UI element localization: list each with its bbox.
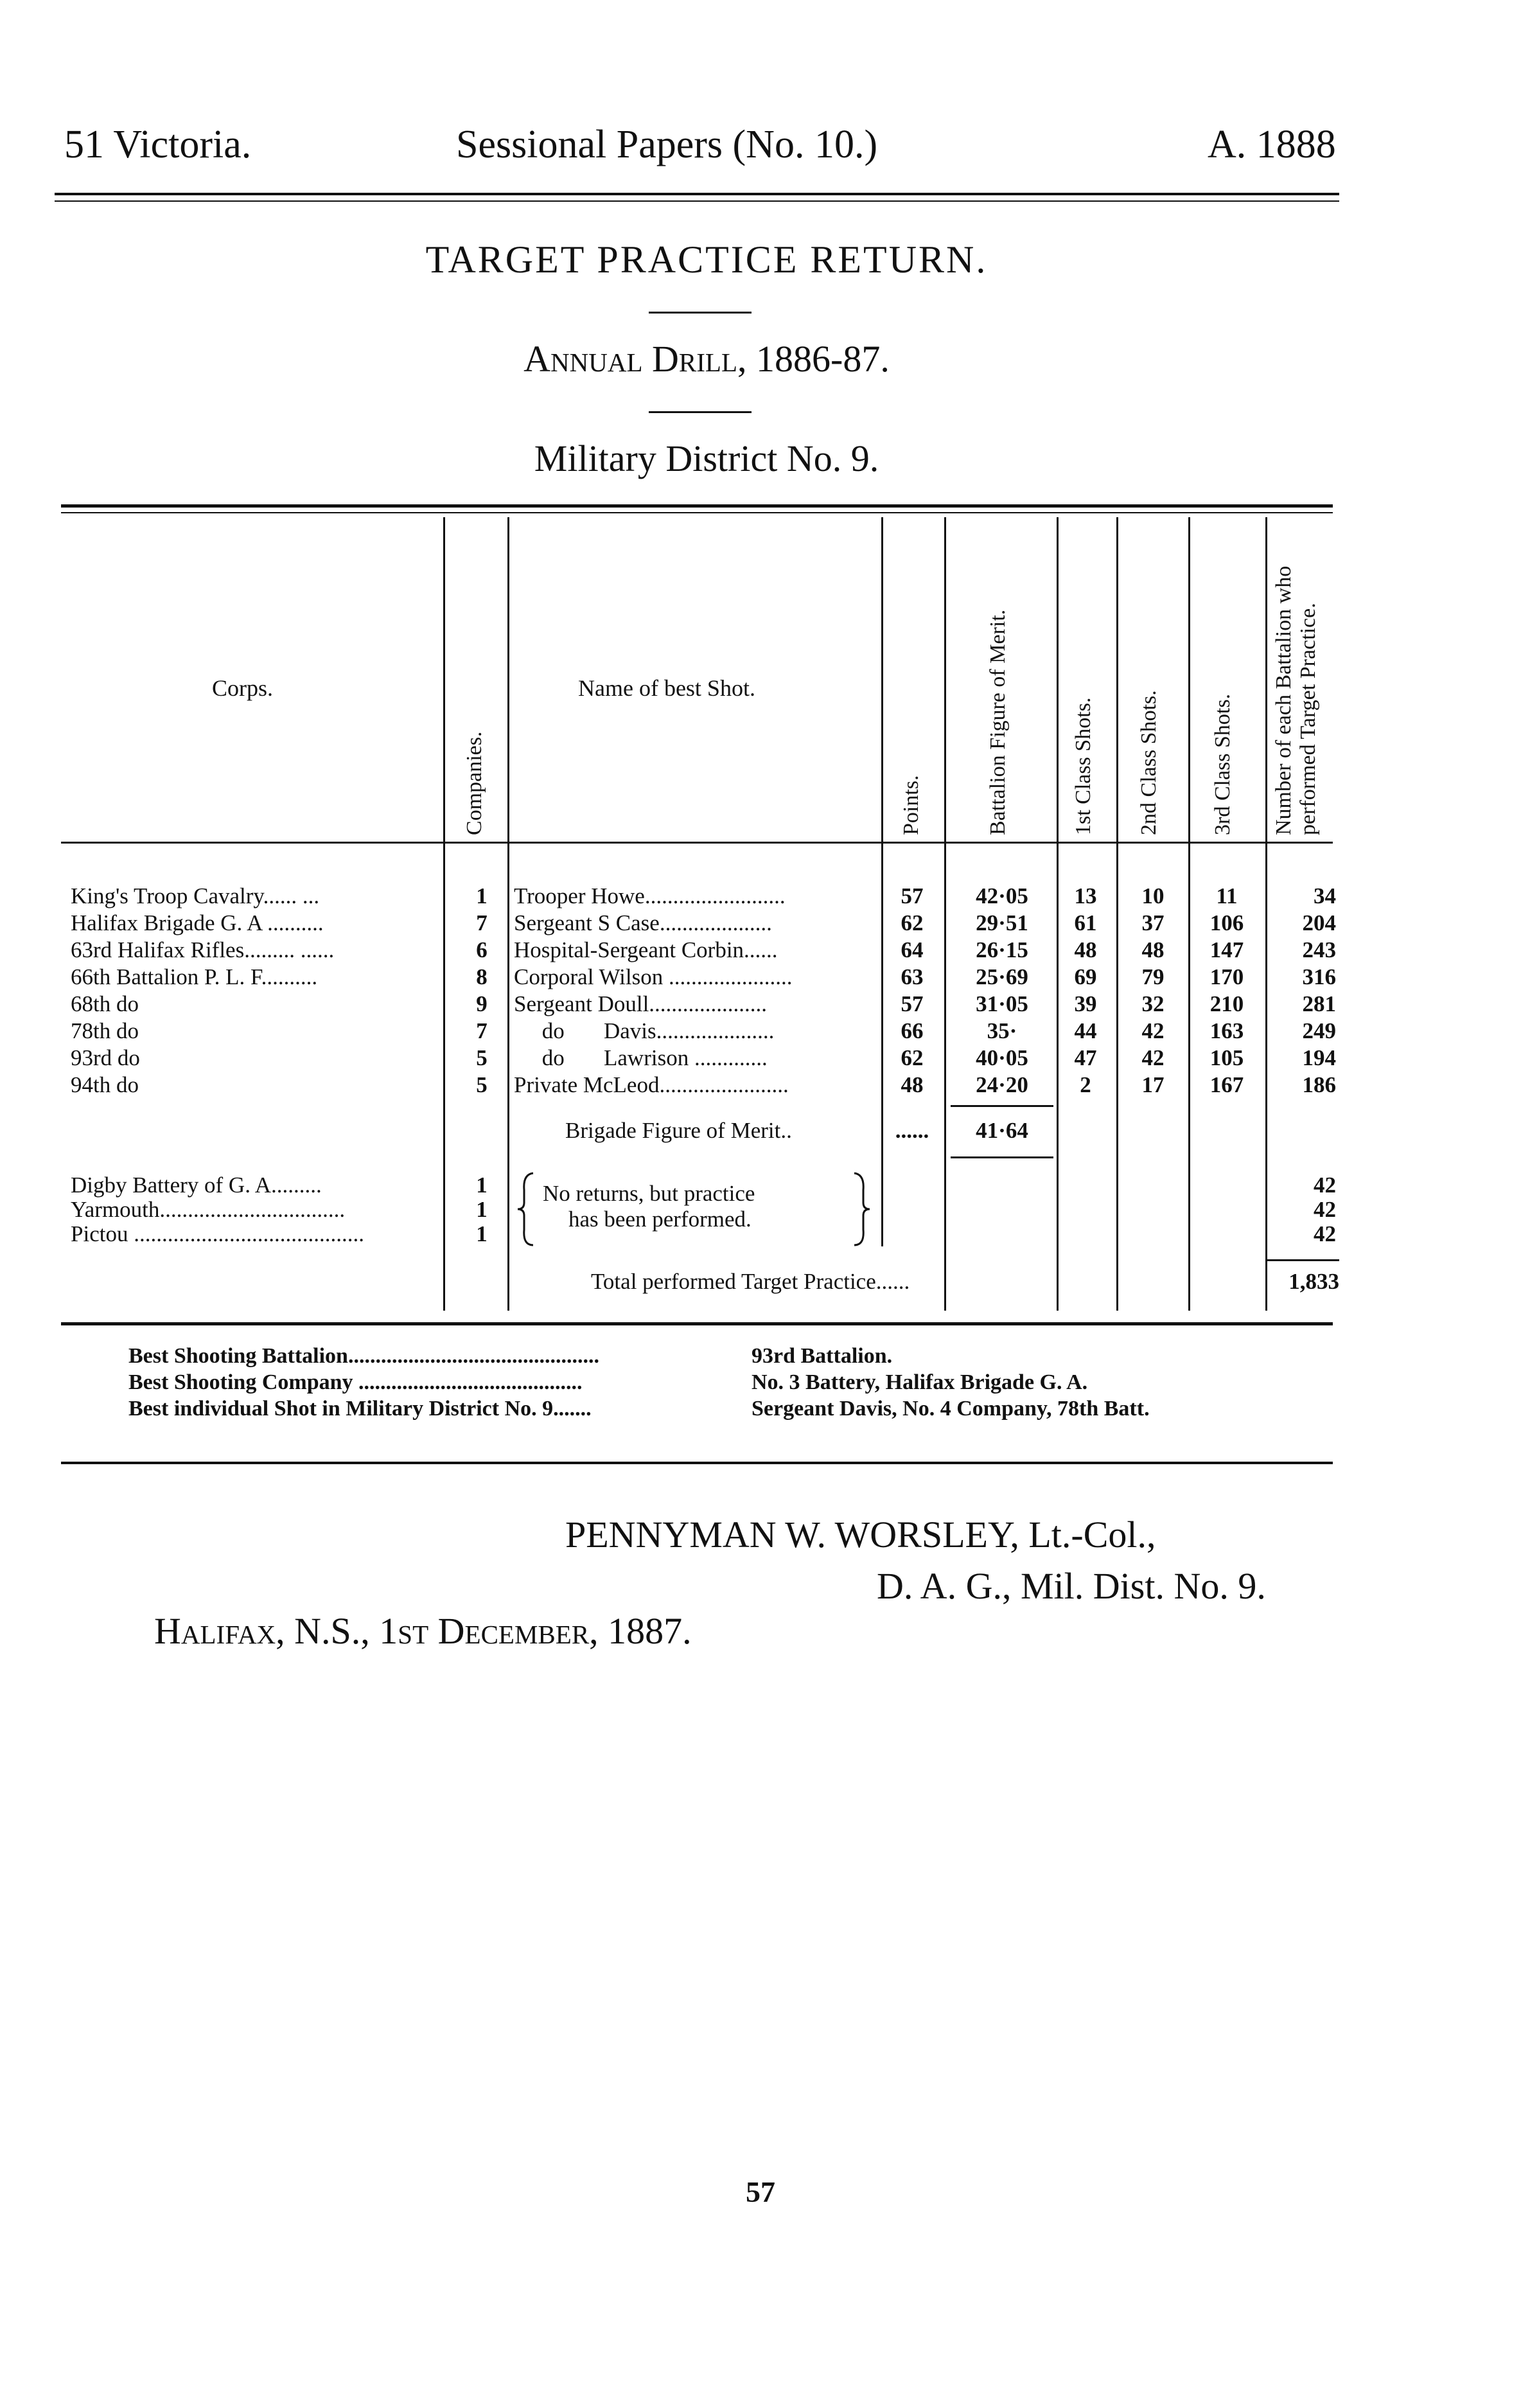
row-third: 163 bbox=[1209, 1018, 1244, 1043]
row-corps: 68th do bbox=[71, 991, 139, 1016]
row-corps: Halifax Brigade G. A .......... bbox=[71, 910, 324, 935]
page-title: TARGET PRACTICE RETURN. bbox=[425, 238, 988, 281]
no-returns-note-1: No returns, but practice bbox=[543, 1181, 755, 1206]
row-second: 48 bbox=[1141, 937, 1165, 962]
district-title: Military District No. 9. bbox=[534, 438, 879, 479]
row-second: 10 bbox=[1141, 883, 1165, 908]
row-second: 17 bbox=[1141, 1072, 1165, 1097]
col-head-second: 2nd Class Shots. bbox=[1137, 690, 1161, 835]
row-third: 11 bbox=[1216, 883, 1238, 908]
row-figure: 24·20 bbox=[976, 1072, 1028, 1097]
col-line-4 bbox=[944, 517, 946, 1311]
no-return-number: 42 bbox=[1314, 1221, 1336, 1246]
row-companies: 7 bbox=[476, 910, 488, 935]
no-return-companies: 1 bbox=[476, 1221, 488, 1246]
row-points: 57 bbox=[901, 991, 924, 1016]
row-companies: 6 bbox=[476, 937, 488, 962]
row-figure: 29·51 bbox=[976, 910, 1028, 935]
table-top-rule-2 bbox=[61, 512, 1333, 513]
row-points: 57 bbox=[901, 883, 924, 908]
row-number: 186 bbox=[1302, 1072, 1336, 1097]
row-points: 62 bbox=[901, 910, 924, 935]
row-companies: 5 bbox=[476, 1045, 488, 1070]
row-shot: Hospital-Sergeant Corbin...... bbox=[514, 937, 778, 962]
row-companies: 9 bbox=[476, 991, 488, 1016]
header-left: 51 Victoria. bbox=[64, 123, 252, 166]
total-value: 1,833 bbox=[1288, 1269, 1339, 1294]
page-subtitle: Annual Drill, 1886-87. bbox=[523, 338, 890, 380]
row-points: 63 bbox=[901, 964, 924, 989]
row-points: 48 bbox=[901, 1072, 924, 1097]
row-corps: 78th do bbox=[71, 1018, 139, 1043]
row-third: 106 bbox=[1209, 910, 1244, 935]
row-first: 2 bbox=[1080, 1072, 1091, 1097]
col-head-third: 3rd Class Shots. bbox=[1211, 693, 1235, 835]
col-head-companies: Companies. bbox=[462, 731, 486, 835]
col-line-7 bbox=[1188, 517, 1190, 1311]
row-corps: 66th Battalion P. L. F.......... bbox=[71, 964, 318, 989]
row-figure: 35· bbox=[987, 1018, 1017, 1043]
row-number: 249 bbox=[1302, 1018, 1336, 1043]
brigade-label: Brigade Figure of Merit.. bbox=[565, 1118, 792, 1143]
no-return-number: 42 bbox=[1314, 1173, 1336, 1198]
row-points: 62 bbox=[901, 1045, 924, 1070]
row-number: 316 bbox=[1302, 964, 1336, 989]
row-corps: 94th do bbox=[71, 1072, 139, 1097]
row-number: 194 bbox=[1302, 1045, 1336, 1070]
row-companies: 7 bbox=[476, 1018, 488, 1043]
row-second: 42 bbox=[1141, 1018, 1165, 1043]
col-head-number: Number of each Battalion who performed Target Practice. bbox=[1272, 565, 1320, 835]
row-figure: 25·69 bbox=[976, 964, 1028, 989]
row-shot: do Lawrison ............. bbox=[514, 1045, 768, 1070]
table-bottom-rule bbox=[61, 1322, 1333, 1325]
row-third: 105 bbox=[1209, 1045, 1244, 1070]
right-brace-icon bbox=[848, 1171, 874, 1248]
row-companies: 1 bbox=[476, 883, 488, 908]
row-first: 48 bbox=[1074, 937, 1097, 962]
no-return-corps: Pictou ......................................... bbox=[71, 1221, 364, 1246]
col-line-8 bbox=[1265, 517, 1267, 1311]
brigade-value: 41·64 bbox=[976, 1118, 1028, 1143]
row-first: 13 bbox=[1074, 883, 1097, 908]
row-first: 69 bbox=[1074, 964, 1097, 989]
brigade-rule-top bbox=[951, 1105, 1053, 1107]
signature-line-2: D. A. G., Mil. Dist. No. 9. bbox=[877, 1565, 1266, 1607]
row-points: 66 bbox=[901, 1018, 924, 1043]
row-first: 39 bbox=[1074, 991, 1097, 1016]
brigade-points: ...... bbox=[895, 1118, 929, 1143]
row-second: 32 bbox=[1141, 991, 1165, 1016]
col-line-2 bbox=[507, 517, 509, 1311]
row-third: 170 bbox=[1209, 964, 1244, 989]
no-returns-note-2: has been performed. bbox=[568, 1207, 752, 1232]
best-shot-value: Sergeant Davis, No. 4 Company, 78th Batt. bbox=[752, 1397, 1150, 1421]
row-third: 210 bbox=[1209, 991, 1244, 1016]
row-corps: 93rd do bbox=[71, 1045, 140, 1070]
col-head-points: Points. bbox=[899, 775, 923, 835]
row-shot: Private McLeod....................... bbox=[514, 1072, 789, 1097]
col-head-first: 1st Class Shots. bbox=[1071, 697, 1095, 835]
col-head-figure: Battalion Figure of Merit. bbox=[986, 609, 1010, 835]
row-second: 37 bbox=[1141, 910, 1165, 935]
row-figure: 26·15 bbox=[976, 937, 1028, 962]
row-shot: Trooper Howe......................... bbox=[514, 883, 786, 908]
brigade-rule-bottom bbox=[951, 1156, 1053, 1158]
table-top-rule bbox=[61, 504, 1333, 508]
col-line-5 bbox=[1057, 517, 1059, 1311]
row-first: 61 bbox=[1074, 910, 1097, 935]
row-shot: Sergeant Doull..................... bbox=[514, 991, 768, 1016]
header-center: Sessional Papers (No. 10.) bbox=[456, 123, 878, 166]
no-return-companies: 1 bbox=[476, 1173, 488, 1198]
row-first: 44 bbox=[1074, 1018, 1097, 1043]
row-third: 167 bbox=[1209, 1072, 1244, 1097]
place-date bbox=[154, 1609, 692, 1652]
no-return-corps: Yarmouth................................. bbox=[71, 1197, 346, 1222]
header-right: A. 1888 bbox=[1208, 123, 1336, 166]
row-figure: 31·05 bbox=[976, 991, 1028, 1016]
left-brace-icon bbox=[514, 1171, 540, 1248]
best-battalion-value: 93rd Battalion. bbox=[752, 1344, 893, 1368]
row-shot: do Davis..................... bbox=[514, 1018, 775, 1043]
signature-line-1: PENNYMAN W. WORSLEY, Lt.-Col., bbox=[565, 1514, 1156, 1555]
row-number: 204 bbox=[1302, 910, 1336, 935]
table-header-rule bbox=[61, 842, 1333, 844]
col-line-6 bbox=[1116, 517, 1118, 1311]
no-return-number: 42 bbox=[1314, 1197, 1336, 1222]
place-date-text: Halifax, N.S., 1st December, 1887. bbox=[154, 1610, 692, 1652]
row-corps: King's Troop Cavalry...... ... bbox=[71, 883, 320, 908]
best-battalion-label: Best Shooting Battalion.............................................. bbox=[128, 1344, 599, 1368]
col-head-corps: Corps. bbox=[212, 675, 274, 701]
no-return-companies: 1 bbox=[476, 1197, 488, 1222]
best-company-value: No. 3 Battery, Halifax Brigade G. A. bbox=[752, 1370, 1088, 1394]
row-points: 64 bbox=[901, 937, 924, 962]
row-first: 47 bbox=[1074, 1045, 1097, 1070]
header-rule-bottom bbox=[55, 200, 1339, 202]
col-line-3 bbox=[881, 517, 883, 1246]
total-label: Total performed Target Practice...... bbox=[591, 1269, 910, 1294]
header-rule-top bbox=[55, 193, 1339, 195]
row-figure: 42·05 bbox=[976, 883, 1028, 908]
best-shot-label: Best individual Shot in Military District No. 9....... bbox=[128, 1397, 592, 1421]
row-third: 147 bbox=[1209, 937, 1244, 962]
row-number: 243 bbox=[1302, 937, 1336, 962]
row-shot: Corporal Wilson ...................... bbox=[514, 964, 793, 989]
title-divider bbox=[649, 312, 752, 314]
row-number: 34 bbox=[1314, 883, 1336, 908]
row-number: 281 bbox=[1302, 991, 1336, 1016]
page-number: 57 bbox=[746, 2175, 775, 2208]
row-second: 42 bbox=[1141, 1045, 1165, 1070]
row-corps: 63rd Halifax Rifles......... ...... bbox=[71, 937, 335, 962]
row-figure: 40·05 bbox=[976, 1045, 1028, 1070]
best-company-label: Best Shooting Company ......................................... bbox=[128, 1370, 583, 1394]
total-rule bbox=[1265, 1259, 1339, 1261]
subtitle-divider bbox=[649, 411, 752, 413]
row-second: 79 bbox=[1141, 964, 1165, 989]
no-return-corps: Digby Battery of G. A......... bbox=[71, 1173, 322, 1198]
col-head-best-shot: Name of best Shot. bbox=[578, 675, 755, 701]
row-companies: 5 bbox=[476, 1072, 488, 1097]
col-line-1 bbox=[443, 517, 445, 1311]
summary-rule bbox=[61, 1462, 1333, 1464]
row-companies: 8 bbox=[476, 964, 488, 989]
row-shot: Sergeant S Case.................... bbox=[514, 910, 772, 935]
